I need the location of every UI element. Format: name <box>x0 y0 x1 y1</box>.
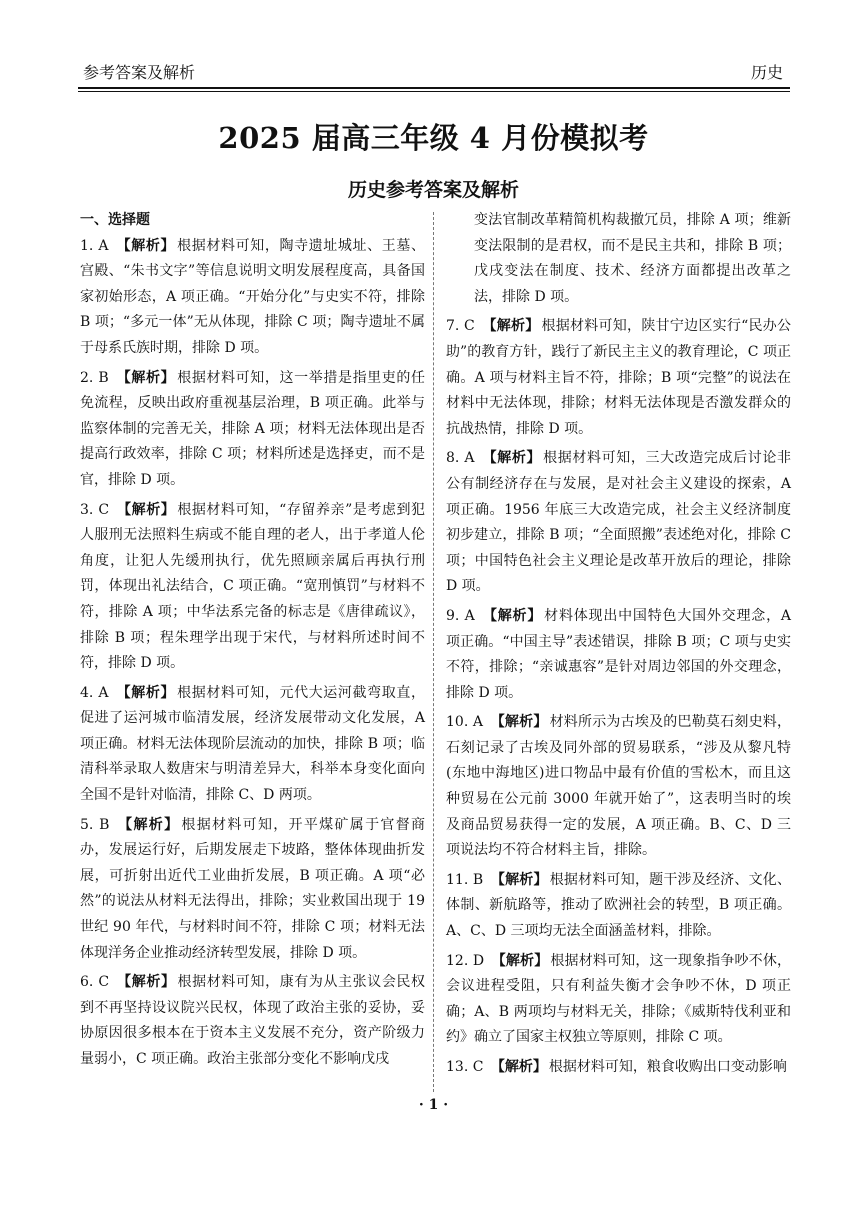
answer-explanation: 根据材料可知，陕甘宁边区实行“民办公助”的教育方针，践行了新民主主义的教育理论，C 项正确。A 项与材料主旨不符，排除；B 项“完整”的说法在材料中无法体现，排除；材料无法体现是否激发群众的抗战热情，排除 D 项。 <box>446 318 792 437</box>
answer-explanation: 根据材料可知，这一举措是指里吏的任免流程，反映出政府重视基层治理，B 项正确。此举与监察体制的完善无关，排除 A 项；材料无法体现出是否提高行政效率，排除 C 项；材料所述是选择吏，而不是官，排除 D 项。 <box>80 369 426 488</box>
answer-number: 4. A <box>80 684 109 701</box>
answer-number: 6. C <box>80 974 110 991</box>
answer-item <box>80 366 425 494</box>
answer-number: 7. C <box>446 318 475 335</box>
header-rule-thin <box>78 91 790 92</box>
analysis-tag: 【解析】 <box>482 318 540 335</box>
answer-number: 10. A <box>446 714 484 731</box>
left-column <box>80 208 425 1077</box>
answer-item <box>446 868 791 945</box>
answer-number: 1. A <box>80 237 109 254</box>
answer-item <box>80 813 425 967</box>
answer-item <box>446 949 791 1051</box>
analysis-tag: 【解析】 <box>117 501 176 518</box>
header-rule <box>78 87 790 89</box>
analysis-tag: 【解析】 <box>490 1059 547 1075</box>
header-left-label: 参考答案及解析 <box>83 63 196 82</box>
answer-item <box>446 314 791 442</box>
header-right-subject: 历史 <box>750 63 783 82</box>
answer-item <box>80 970 425 1072</box>
right-column <box>446 208 791 1085</box>
answer-explanation: 根据材料可知，陶寺遗址城址、王墓、宫殿、“朱书文字”等信息说明文明发展程度高，具备国家初始形态，A 项正确。“开始分化”与史实不符，排除 B 项；“多元一体”无从体现，排除 C 项；陶寺遗址不属于母系氏族时期，排除 D 项。 <box>80 237 426 356</box>
analysis-tag: 【解析】 <box>116 369 176 386</box>
left-answer-list <box>80 234 425 1073</box>
answer-item <box>446 446 791 600</box>
answer-item <box>80 498 425 677</box>
section-heading: 一、选择题 <box>80 212 150 228</box>
answer-number: 3. C <box>80 501 110 518</box>
answer-item <box>446 1055 791 1081</box>
answer-item <box>446 710 791 864</box>
answer-explanation: 根据材料可知，康有为从主张议会民权到不再坚持设议院兴民权，体现了政治主张的妥协，妥协原因很多根本在于资本主义发展不充分，资产阶级力量弱小，C 项正确。政治主张部分变化不影响戊戌 <box>80 974 426 1067</box>
answer-explanation: 根据材料可知，粮食收购出口变动影响 <box>548 1059 787 1075</box>
analysis-tag: 【解析】 <box>490 871 548 888</box>
analysis-tag: 【解析】 <box>482 607 543 624</box>
answer-explanation: 根据材料可知，“存留养亲”是考虑到犯人服刑无法照料生病或不能自理的老人，出于孝道人伦角度，让犯人先缓刑执行，优先照顾亲属后再执行刑罚，体现出礼法结合，C 项正确。“宽刑慎罚”与材料不符，排除 A 项；中华法系完备的标志是《唐律疏议》，排除 B 项；程朱理学出现于宋代，与材料所述时间不符，排除 D 项。 <box>80 501 426 672</box>
answer-number: 8. A <box>446 450 475 467</box>
answer-number: 13. C <box>446 1059 484 1075</box>
answer-explanation: 根据材料可知，三大改造完成后讨论非公有制经济存在与发展，是对社会主义建设的探索，A 项正确。1956 年底三大改造完成，社会主义经济制度初步建立，排除 B 项；“全面照搬”表述绝对化，排除 C 项；中国特色社会主义理论是改革开放后的理论，排除 D 项。 <box>446 450 792 595</box>
answer-explanation: 材料体现出中国特色大国外交理念，A 项正确。“中国主导”表述错误，排除 B 项；C 项与史实不符，排除；“亲诚惠容”是针对周边邻国的外交理念，排除 D 项。 <box>446 607 792 701</box>
page-title: 2025 届高三年级 4 月份模拟考 <box>218 121 649 155</box>
page-number: · 1 · <box>418 1097 449 1113</box>
answer-explanation: 根据材料可知，这一现象指争吵不休，会议进程受阻，只有利益失衡才会争吵不休，D 项正确；A、B 两项均与材料无关，排除；《威斯特伐利亚和约》确立了国家主权独立等原则，排除 C 项。 <box>446 952 792 1046</box>
answer-explanation: 根据材料可知，开平煤矿属于官督商办，发展运行好，后期发展走下坡路，整体体现曲折发展，可折射出近代工业曲折发展，B 项正确。A 项“必然”的说法从材料无法得出，排除；实业救国出现于 19 世纪 90 年代，与材料时间不符，排除 C 项；材料无法体现洋务企业推动经济转型发展，排除 D 项。 <box>80 816 426 961</box>
page-subtitle: 历史参考答案及解析 <box>347 179 519 201</box>
answer-continuation: 变法官制改革精简机构裁撤冗员，排除 A 项；维新变法限制的是君权，而不是民主共和，排除 B 项；戊戌变法在制度、技术、经济方面都提出改革之法，排除 D 项。 <box>474 212 791 305</box>
answer-explanation: 材料所示为古埃及的巴勒莫石刻史料，石刻记录了古埃及同外部的贸易联系，“涉及从黎凡特(东地中海地区)进口物品中最有价值的雪松木，而且这种贸易在公元前 3000 年就开始了”，这表明当时的埃及商品贸易获得一定的发展，A 项正确。B、C、D 三项说法均不符合材料主旨，排除。 <box>446 714 792 859</box>
analysis-tag: 【解析】 <box>118 816 180 833</box>
analysis-tag: 【解析】 <box>117 974 176 991</box>
answer-number: 12. D <box>446 952 485 969</box>
analysis-tag: 【解析】 <box>116 237 176 254</box>
right-answer-list <box>446 314 791 1080</box>
answer-number: 11. B <box>446 871 484 888</box>
analysis-tag: 【解析】 <box>490 714 548 731</box>
answer-number: 9. A <box>446 607 475 624</box>
column-divider <box>433 212 434 1092</box>
answer-item <box>446 604 791 706</box>
answer-explanation: 根据材料可知，元代大运河截弯取直，促进了运河城市临清发展，经济发展带动文化发展，A 项正确。材料无法体现阶层流动的加快，排除 B 项；临清科举录取人数唐宋与明清差异大，科举本身变化面向全国不是针对临清，排除 C、D 两项。 <box>80 684 426 804</box>
analysis-tag: 【解析】 <box>116 684 176 701</box>
answer-explanation: 根据材料可知，题干涉及经济、文化、体制、新航路等，推动了欧洲社会的转型，B 项正确。A、C、D 三项均无法全面涵盖材料，排除。 <box>446 871 791 940</box>
answer-item <box>80 681 425 809</box>
analysis-tag: 【解析】 <box>491 952 549 969</box>
answer-number: 5. B <box>80 816 110 833</box>
answer-number: 2. B <box>80 369 109 386</box>
analysis-tag: 【解析】 <box>482 450 542 467</box>
answer-item <box>80 234 425 362</box>
